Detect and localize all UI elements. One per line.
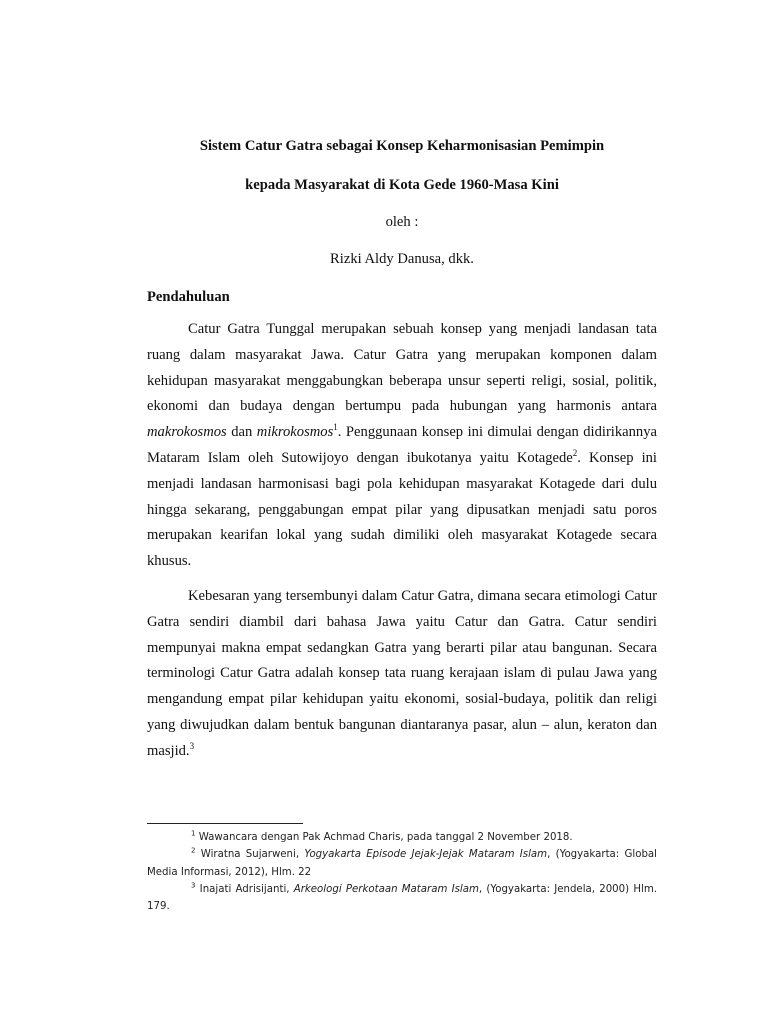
- footnote-number: 3: [191, 881, 196, 890]
- footnote-1: [147, 829, 657, 846]
- footnote-3: [147, 881, 657, 916]
- footnote-text: , (Yogyakarta: Global Media Informasi, 2012), Hlm. 22: [147, 849, 657, 878]
- footnote-text: , (Yogyakarta: Jendela, 2000) Hlm. 179.: [147, 883, 657, 913]
- title-line-2: kepada Masyarakat di Kota Gede 1960-Masa Kini: [245, 177, 559, 193]
- paragraph-text: Kebesaran yang tersembunyi dalam Catur Gatra, dimana secara etimologi Catur Gatra sendiri diambil dari bahasa Jawa yaitu Catur dan Gatra. Catur sendiri mempunyai makna empat sedangkan Gatra yang berarti pilar atau bangunan. Secara terminologi Catur Gatra adalah konsep tata ruang kerajaan islam di pulau Jawa yang mengandung empat pilar kehidupan yaitu ekonomi, sosial-budaya, politik dan religi yang diwujudkan dalam bentuk bangunan diantaranya pasar, alun – alun, keraton dan masjid.: [147, 588, 657, 759]
- paragraph-introduction-2: [147, 584, 657, 765]
- footnote-number: 1: [191, 829, 196, 838]
- section-heading: Pendahuluan: [147, 289, 230, 305]
- paragraph-text: Catur Gatra Tunggal merupakan sebuah konsep yang menjadi landasan tata ruang dalam masyarakat Jawa. Catur Gatra yang merupakan komponen dalam kehidupan masyarakat menggabungkan beberapa unsur seperti religi, sosial, politik, ekonomi dan budaya dengan bertumpu pada hubungan yang harmonis antara: [147, 321, 657, 415]
- footnote-text: Wiratna Sujarweni,: [195, 849, 305, 861]
- footnote-title: Yogyakarta Episode Jejak-Jejak Mataram Islam: [304, 849, 548, 861]
- footnote-text: Inajati Adrisijanti,: [195, 883, 294, 895]
- byline-label: oleh :: [385, 214, 419, 230]
- italic-term: makrokosmos: [147, 424, 227, 441]
- footnote-number: 2: [191, 846, 196, 855]
- title-line-1: Sistem Catur Gatra sebagai Konsep Keharmonisasian Pemimpin: [199, 138, 605, 154]
- footnotes: [147, 829, 657, 915]
- footnote-reference: 2: [572, 448, 578, 459]
- footnote-2: [147, 846, 657, 881]
- footnote-text: Wawancara dengan Pak Achmad Charis, pada tanggal 2 November 2018.: [195, 832, 573, 843]
- paragraph-text: . Konsep ini menjadi landasan harmonisasi bagi pola kehidupan masyarakat Kotagede dari dulu hingga sekarang, penggabungan empat pilar yang dipusatkan menjadi satu poros merupakan kearifan lokal yang sudah dimiliki oleh masyarakat Kotagede secara khusus.: [147, 449, 657, 570]
- byline-authors: Rizki Aldy Danusa, dkk.: [330, 251, 474, 267]
- footnote-title: Arkeologi Perkotaan Mataram Islam: [293, 883, 479, 895]
- footnote-reference: 1: [333, 422, 338, 433]
- paragraph-introduction-1: [147, 317, 657, 575]
- italic-term: mikrokosmos: [256, 424, 334, 441]
- paragraph-text: dan: [226, 424, 257, 441]
- footnote-reference: 3: [189, 740, 195, 751]
- footnote-separator: [147, 823, 303, 824]
- paragraph-text: . Penggunaan konsep ini dimulai dengan didirikannya Mataram Islam oleh Sutowijoyo dengan ibukotanya yaitu Kotagede: [147, 424, 657, 466]
